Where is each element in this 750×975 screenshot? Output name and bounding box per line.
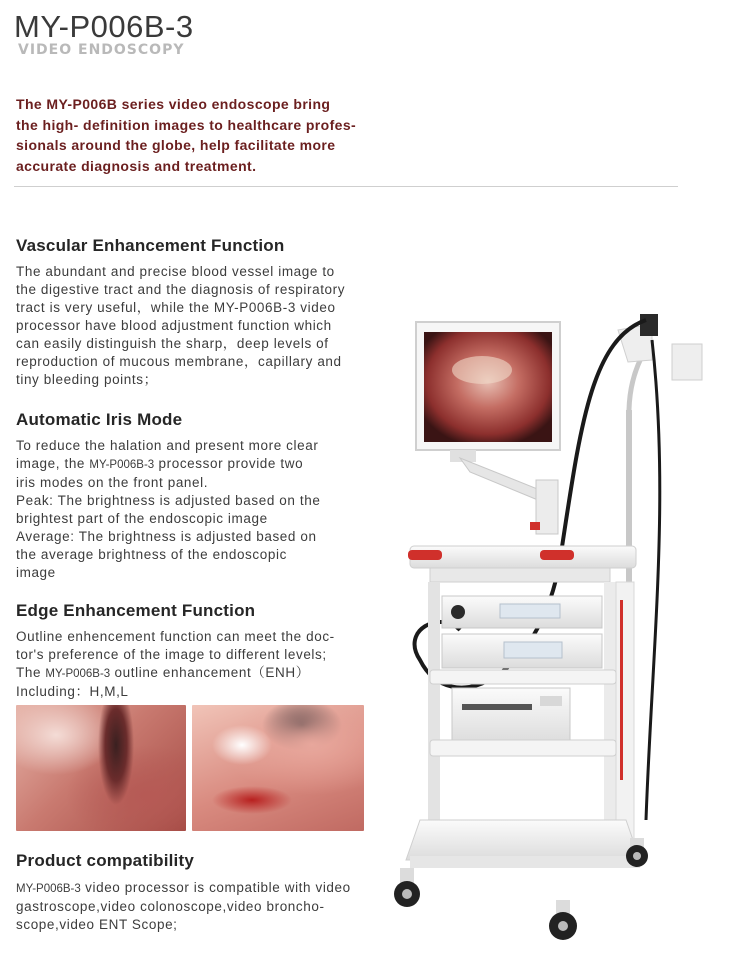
page-title: MY-P006B-3 [14, 9, 194, 44]
text-line: gastroscope,video colonoscope,video broncho- [16, 899, 325, 914]
text-fragment: outline enhancement（ENH） [110, 665, 310, 680]
text-line: Including：H,M,L [16, 684, 129, 699]
monitor-icon [416, 322, 560, 534]
model-name: MY-P006B-3 [89, 459, 155, 471]
text-line: can easily distinguish the sharp，deep levels of [16, 336, 329, 351]
intro-line: accurate diagnosis and treatment. [16, 157, 257, 174]
text-line: Outline enhencement function can meet the doc- [16, 629, 335, 644]
model-name: MY-P006B-3 [16, 883, 81, 895]
iris-heading: Automatic Iris Mode [16, 410, 183, 429]
text-line [16, 455, 368, 474]
text-line: tor's preference of the image to different levels; [16, 647, 327, 662]
scope-holder-icon [618, 314, 702, 380]
edge-text [16, 628, 368, 701]
vascular-heading: Vascular Enhancement Function [16, 236, 285, 255]
text-line: Average: The brightness is adjusted based on [16, 529, 317, 544]
intro-line: sionals around the globe, help facilitate more [16, 137, 336, 153]
processor-unit-icon [442, 596, 602, 668]
intro-paragraph [16, 94, 376, 176]
edge-heading: Edge Enhancement Function [16, 601, 256, 620]
endoscopy-cart-illustration [390, 300, 730, 960]
intro-line: The MY-P006B series video endoscope bring [16, 96, 331, 112]
text-line [16, 664, 368, 683]
iris-text [16, 437, 368, 582]
page-subtitle: VIDEO ENDOSCOPY [18, 42, 185, 58]
text-line: tract is very useful，while the MY-P006B-3 video [16, 300, 336, 315]
text-fragment: image, the [16, 456, 90, 471]
endoscopic-image-right [192, 705, 364, 831]
compat-text [16, 879, 368, 934]
text-line: processor have blood adjustment function which [16, 318, 332, 333]
printer-icon [452, 688, 570, 744]
text-line: To reduce the halation and present more clear [16, 438, 319, 453]
text-fragment: processor provide two [154, 456, 304, 471]
text-line: reproduction of mucous membrane，capillary and [16, 354, 342, 369]
text-line [16, 879, 368, 898]
endoscopic-image-left [16, 705, 186, 831]
text-line: tiny bleeding points； [16, 372, 158, 387]
text-line: iris modes on the front panel. [16, 475, 209, 490]
cart-base-icon [406, 820, 640, 860]
text-line: image [16, 565, 56, 580]
intro-line: the high- definition images to healthcare profes- [16, 116, 357, 133]
text-fragment: The [16, 665, 46, 680]
top-shelf-icon [410, 546, 636, 568]
text-line: scope,video ENT Scope; [16, 917, 178, 932]
text-line: The abundant and precise blood vessel image to [16, 264, 335, 279]
text-line: the digestive tract and the diagnosis of respiratory [16, 282, 346, 297]
text-line: brightest part of the endoscopic image [16, 511, 268, 526]
text-line: the average brightness of the endoscopic [16, 547, 287, 562]
text-fragment: video processor is compatible with video [80, 880, 351, 895]
vascular-text [16, 263, 368, 389]
model-name: MY-P006B-3 [45, 668, 111, 680]
divider [14, 186, 678, 187]
text-line: Peak: The brightness is adjusted based on the [16, 493, 321, 508]
compat-heading: Product compatibility [16, 851, 194, 870]
